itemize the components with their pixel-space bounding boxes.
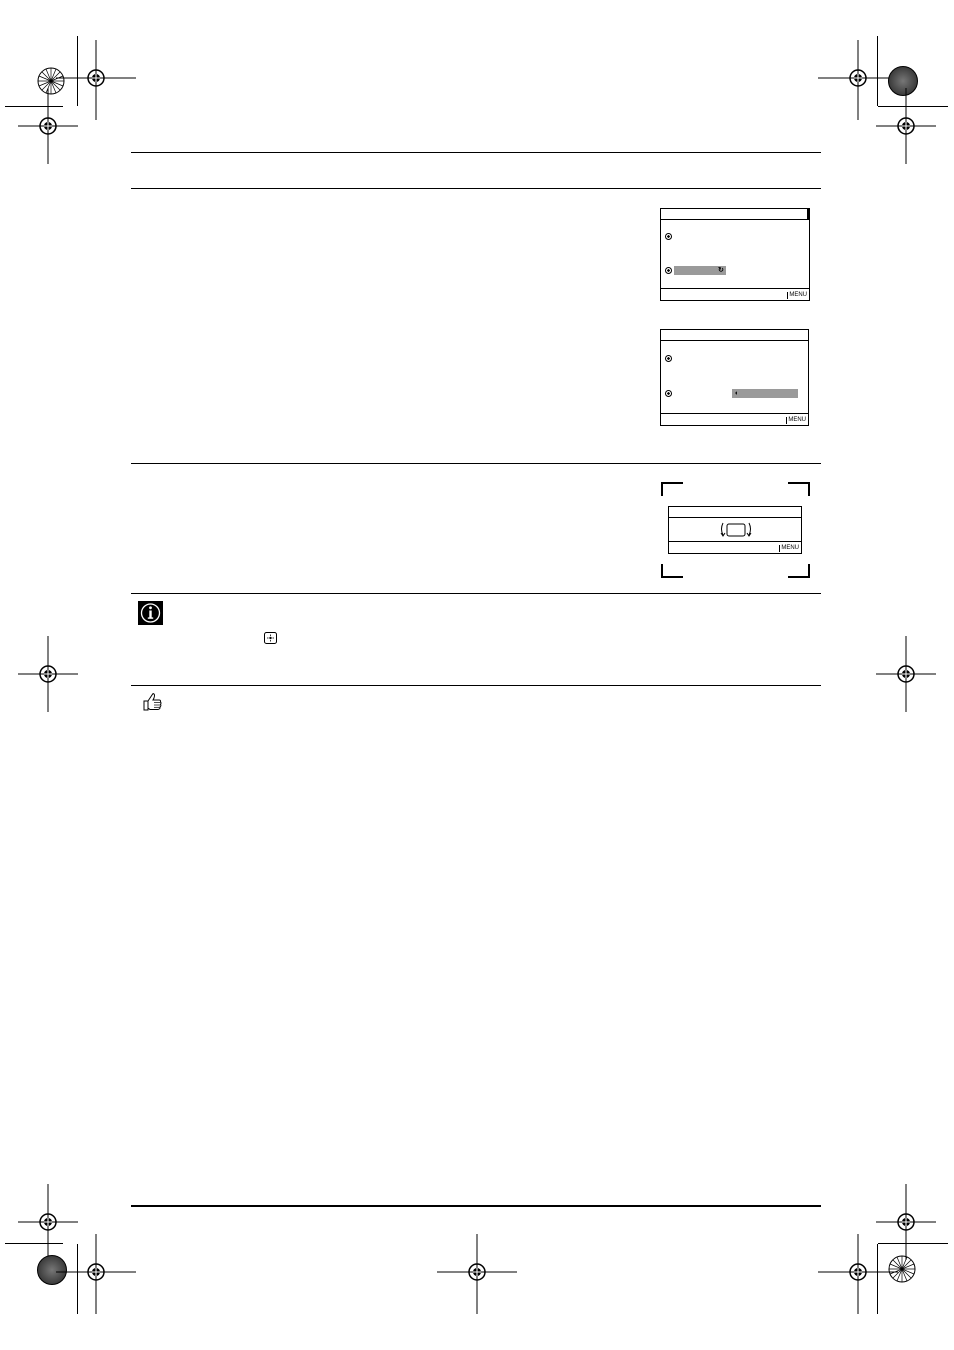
footer-rule xyxy=(131,1205,821,1207)
menu-key-label: MENU xyxy=(788,417,806,423)
frame-corner xyxy=(788,564,810,578)
section-rule xyxy=(131,593,821,594)
section-rule xyxy=(131,463,821,464)
registration-mark-icon xyxy=(56,1234,136,1314)
osd-position-window xyxy=(668,506,802,554)
registration-mark-icon xyxy=(437,1234,517,1314)
osd-menu-1 xyxy=(660,208,810,301)
crop-line xyxy=(878,1243,948,1244)
registration-mark-icon xyxy=(866,88,946,168)
info-icon xyxy=(138,601,163,625)
menu-key-label: MENU xyxy=(789,292,807,298)
section-rule xyxy=(131,188,821,189)
return-arrow-icon: ↻ xyxy=(718,267,724,274)
registration-mark-icon xyxy=(8,88,88,168)
section-rule xyxy=(131,685,821,686)
crop-line xyxy=(5,1243,63,1244)
osd-footer-bar xyxy=(661,288,809,300)
osd-footer-bar xyxy=(669,541,801,553)
registration-mark-icon xyxy=(8,636,88,716)
frame-corner xyxy=(661,564,683,578)
highlighted-item xyxy=(732,389,798,398)
registration-mark-icon xyxy=(866,636,946,716)
osd-footer-bar xyxy=(661,413,808,425)
header-rule xyxy=(131,152,821,153)
selection-bullet-icon xyxy=(665,355,672,362)
osd-title-bar xyxy=(661,330,808,341)
selection-bullet-icon xyxy=(665,390,672,397)
osd-title-bar xyxy=(661,209,809,220)
menu-key-label: MENU xyxy=(781,545,799,551)
frame-corner xyxy=(788,482,810,496)
crop-line xyxy=(877,1244,878,1314)
selection-bullet-icon xyxy=(665,233,672,240)
position-arrows-icon xyxy=(719,521,753,539)
move-left-arrow-icon: ◖ xyxy=(734,390,739,397)
remote-button-icon xyxy=(264,631,277,643)
frame-corner xyxy=(661,482,683,496)
color-wheel-icon xyxy=(884,1250,924,1290)
osd-title-bar xyxy=(669,507,801,518)
osd-menu-2 xyxy=(660,329,809,426)
thumbs-up-icon xyxy=(141,692,163,712)
selection-bullet-icon xyxy=(665,267,672,274)
